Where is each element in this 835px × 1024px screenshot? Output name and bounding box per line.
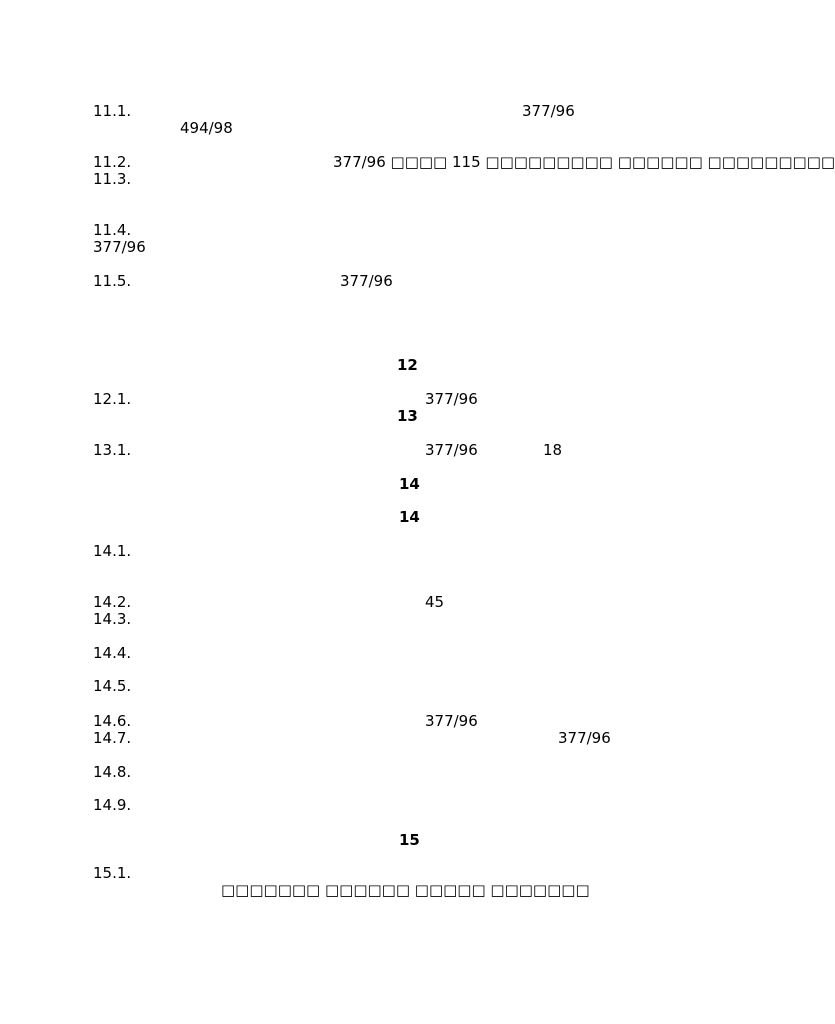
clause-14-6-law-reference: 377/96	[425, 712, 478, 730]
clause-11-5-number: 11.5.	[93, 272, 132, 290]
section-14-heading: 14	[399, 475, 420, 493]
clause-12-1-law-reference: 377/96	[425, 390, 478, 408]
clause-11-1-number: 11.1.	[93, 102, 132, 120]
clause-14-8-number: 14.8.	[93, 763, 132, 781]
clause-15-1-text: □□□□□□□ □□□□□□ □□□□□ □□□□□□□	[221, 881, 590, 899]
clause-15-1-number: 15.1.	[93, 864, 132, 882]
section-13-heading: 13	[397, 407, 418, 425]
clause-14-4-number: 14.4.	[93, 644, 132, 662]
clause-14-1-number: 14.1.	[93, 542, 132, 560]
section-15-heading: 15	[399, 831, 420, 849]
clause-11-1-law-reference: 377/96	[522, 102, 575, 120]
clause-13-1-number: 13.1.	[93, 441, 132, 459]
clause-11-5-law-reference: 377/96	[340, 272, 393, 290]
section-14-subheading: 14	[399, 508, 420, 526]
clause-13-1-law-reference: 377/96	[425, 441, 478, 459]
clause-14-9-number: 14.9.	[93, 796, 132, 814]
clause-11-2-number: 11.2.	[93, 153, 132, 171]
clause-14-2-value: 45	[425, 593, 445, 611]
clause-11-1-sub-reference: 494/98	[180, 119, 233, 137]
clause-13-1-value: 18	[543, 441, 563, 459]
clause-14-3-number: 14.3.	[93, 610, 132, 628]
clause-11-4-law-reference: 377/96	[93, 238, 146, 256]
clause-14-7-law-reference: 377/96	[558, 729, 611, 747]
clause-11-2-text: 377/96 □□□□ 115 □□□□□□□□□ □□□□□□ □□□□□□□□□	[333, 153, 835, 171]
clause-14-7-number: 14.7.	[93, 729, 132, 747]
clause-14-2-number: 14.2.	[93, 593, 132, 611]
clause-14-5-number: 14.5.	[93, 677, 132, 695]
clause-12-1-number: 12.1.	[93, 390, 132, 408]
clause-11-3-number: 11.3.	[93, 170, 132, 188]
section-12-heading: 12	[397, 356, 418, 374]
clause-11-4-number: 11.4.	[93, 221, 132, 239]
clause-14-6-number: 14.6.	[93, 712, 132, 730]
